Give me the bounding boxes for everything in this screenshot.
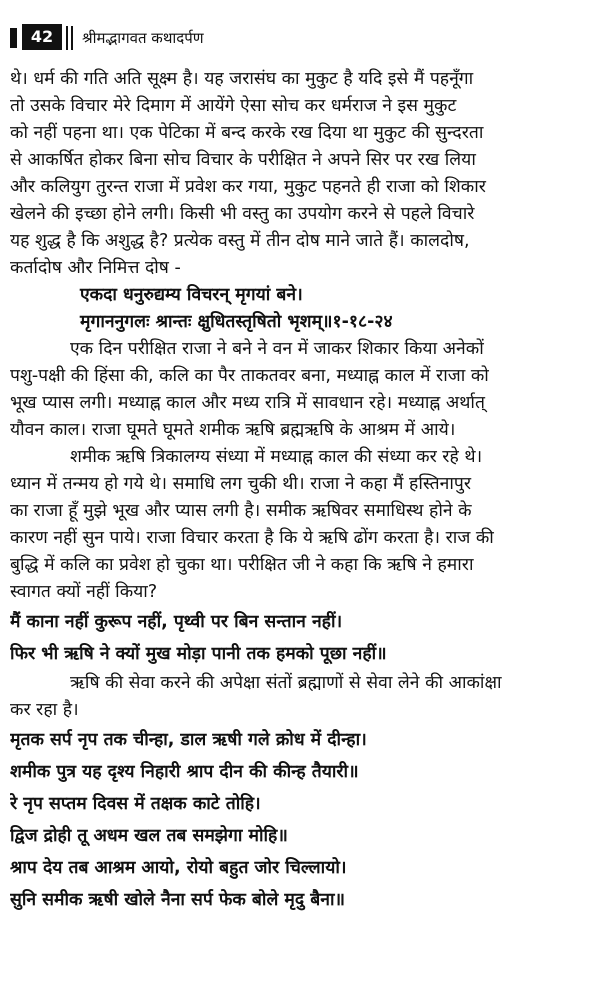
- text-line: और कलियुग तुरन्त राजा में प्रवेश कर गया, मुकुट पहनते ही राजा को शिकार: [10, 177, 486, 197]
- text-line: ऋषि की सेवा करने की अपेक्षा संतों ब्रह्माणों से सेवा लेने की आकांक्षा: [70, 673, 502, 693]
- header-divider: [66, 26, 68, 50]
- text-line: कारण नहीं सुन पाये। राजा विचार करता है कि ये ऋषि ढोंग करता है। राज की: [10, 528, 494, 548]
- text-line: यौवन काल। राजा घूमते घूमते शमीक ऋषि ब्रह्मऋषि के आश्रम में आये।: [10, 420, 456, 440]
- text-line: कर्तादोष और निमित्त दोष -: [10, 258, 181, 278]
- couplet-line: मैं काना नहीं कुरूप नहीं, पृथ्वी पर बिन सन्तान नहीं।: [10, 612, 343, 632]
- text-line: का राजा हूँ मुझे भूख और प्यास लगी है। समीक ऋषिवर समाधिस्थ होने के: [10, 501, 472, 521]
- page-number: 42: [22, 24, 62, 50]
- couplet-line: शमीक पुत्र यह दृश्य निहारी श्राप दीन की कीन्ह तैयारी॥: [10, 762, 359, 782]
- text-line: से आकर्षित होकर बिना सोच विचार के परीक्षित ने अपने सिर पर रख लिया: [10, 150, 476, 170]
- couplet-line: फिर भी ऋषि ने क्यों मुख मोड़ा पानी तक हमको पूछा नहीं॥: [10, 644, 387, 664]
- text-line: ध्यान में तन्मय हो गये थे। समाधि लग चुकी थी। राजा ने कहा मैं हस्तिनापुर: [10, 474, 471, 494]
- header-bar-ornament: [10, 28, 17, 48]
- text-line: स्वागत क्यों नहीं किया?: [10, 582, 158, 602]
- text-line: शमीक ऋषि त्रिकालग्य संध्या में मध्याह्न काल की संध्या कर रहे थे।: [70, 447, 483, 467]
- text-line: खेलने की इच्छा होने लगी। किसी भी वस्तु का उपयोग करने से पहले विचारे: [10, 204, 475, 224]
- running-title: श्रीमद्भागवत कथादर्पण: [82, 29, 204, 47]
- page-body: [10, 66, 590, 916]
- text-line: तो उसके विचार मेरे दिमाग में आयेंगे ऐसा सोच कर धर्मराज ने इस मुकुट: [10, 96, 457, 116]
- text-line: बुद्धि में कलि का प्रवेश हो चुका था। परीक्षित जी ने कहा कि ऋषि ने हमारा: [10, 555, 474, 575]
- text-line: भूख प्यास लगी। मध्याह्न काल और मध्य रात्रि में सावधान रहे। मध्याह्न अर्थात्: [10, 393, 485, 413]
- text-line: कर रहा है।: [10, 700, 79, 720]
- text-line: पशु-पक्षी की हिंसा की, कलि का पैर ताकतवर बना, मध्याह्न काल में राजा को: [10, 366, 489, 386]
- couplet-line: सुनि समीक ऋषी खोले नैना सर्प फेक बोले मृदु बैना॥: [10, 890, 345, 910]
- sanskrit-verse-line: एकदा धनुरुद्यम्य विचरन् मृगयां बने।: [80, 285, 303, 305]
- text-line: एक दिन परीक्षित राजा ने बने ने वन में जाकर शिकार किया अनेकों: [70, 339, 484, 359]
- couplet-line: रे नृप सप्तम दिवस में तक्षक काटे तोहि।: [10, 794, 261, 814]
- header-divider: [71, 26, 73, 50]
- couplet-line: मृतक सर्प नृप तक चीन्हा, डाल ऋषी गले क्रोध में दीन्हा।: [10, 730, 367, 750]
- text-line: यह शुद्ध है कि अशुद्ध है? प्रत्येक वस्तु में तीन दोष माने जाते हैं। कालदोष,: [10, 231, 470, 251]
- text-line: को नहीं पहना था। एक पेटिका में बन्द करके रख दिया था मुकुट की सुन्दरता: [10, 123, 484, 143]
- sanskrit-verse-line: मृगाननुगलः श्रान्तः क्षुधितस्तृषितो भृशम्॥१-१८-२४: [80, 312, 393, 332]
- couplet-line: द्विज द्रोही तू अधम खल तब समझेगा मोहि॥: [10, 826, 288, 846]
- text-line: थे। धर्म की गति अति सूक्ष्म है। यह जरासंघ का मुकुट है यदि इसे मैं पहनूँगा: [10, 69, 474, 89]
- couplet-line: श्राप देय तब आश्रम आयो, रोयो बहुत जोर चिल्लायो।: [10, 858, 347, 878]
- page-header: [10, 22, 590, 54]
